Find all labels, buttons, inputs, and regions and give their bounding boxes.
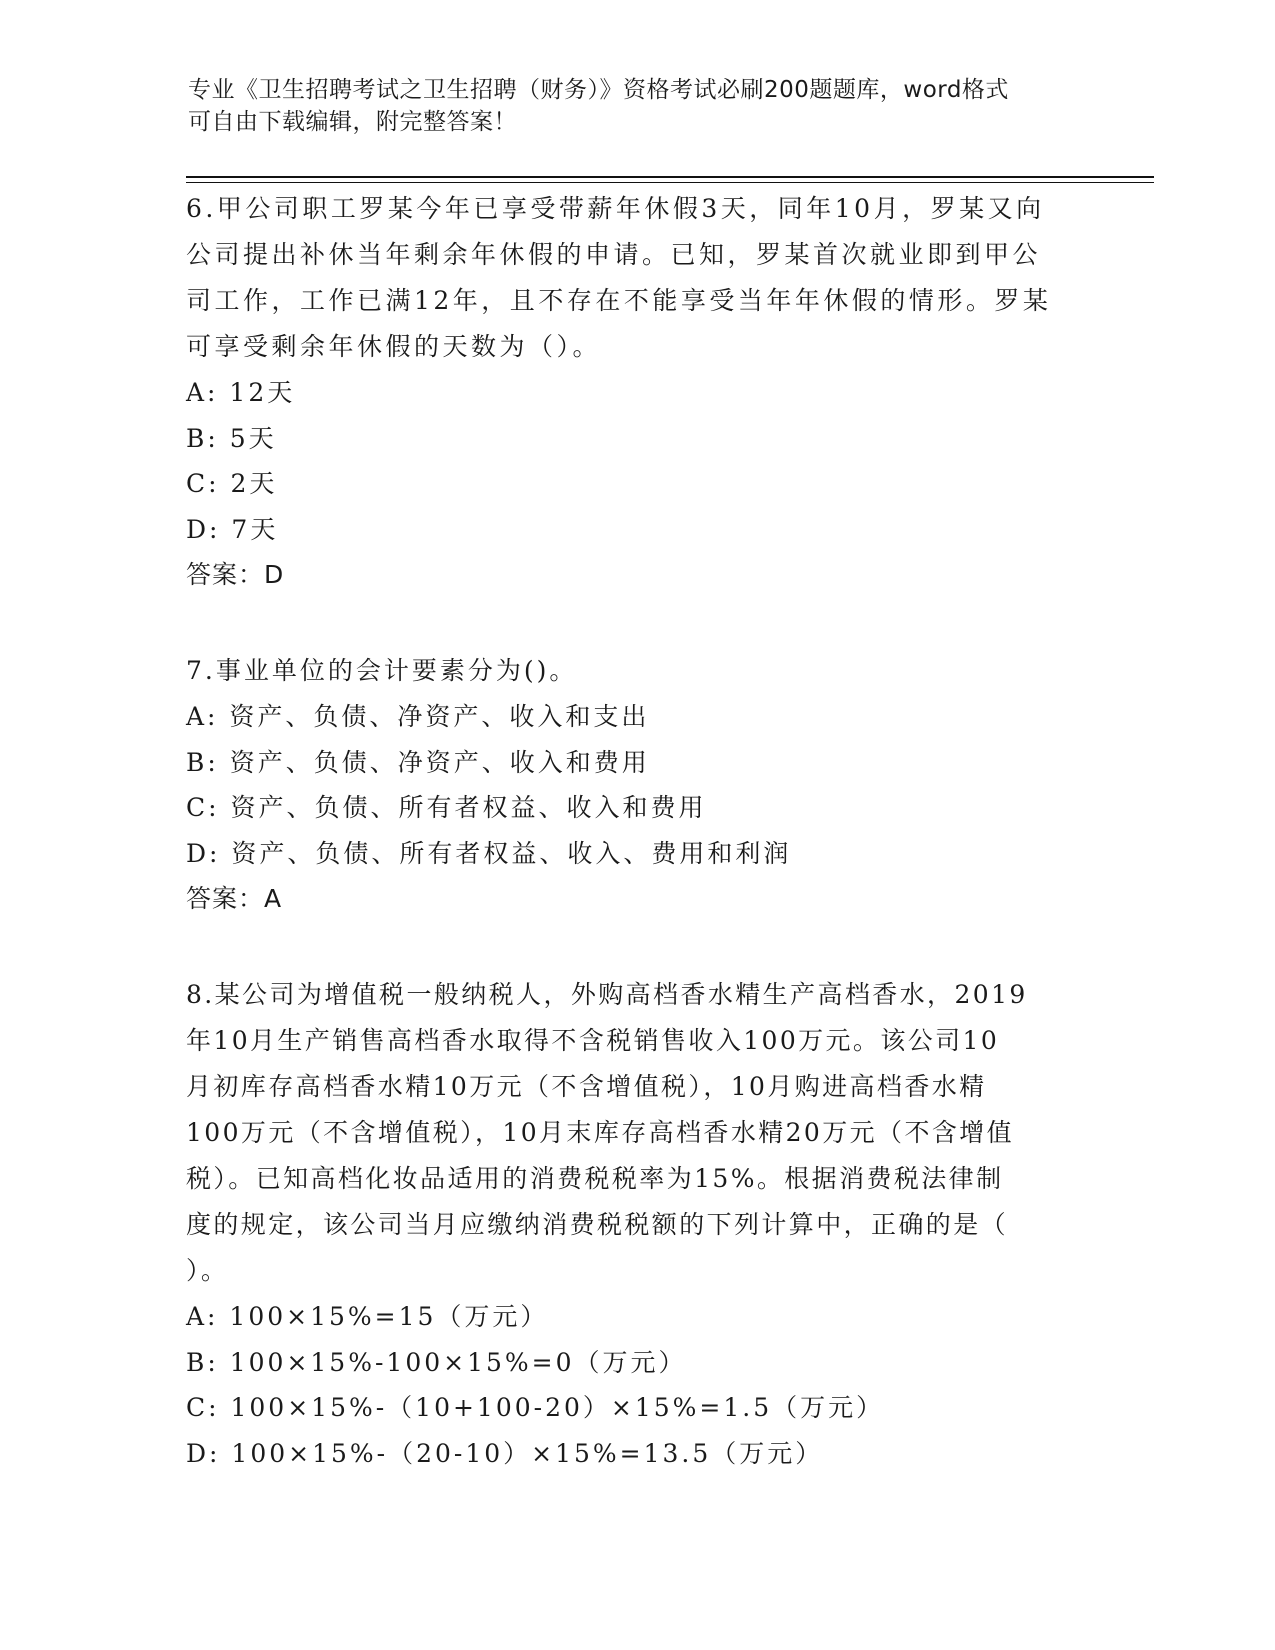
question-stem-line: 100万元（不含增值税），10月末库存高档香水精20万元（不含增值 xyxy=(186,1118,1015,1147)
option-b: B: 100×15%-100×15%=0（万元） xyxy=(186,1347,687,1377)
option-d: D: 资产、负债、所有者权益、收入、费用和利润 xyxy=(186,838,792,868)
header-divider-thin xyxy=(186,182,1154,183)
question-stem-line: 税）。已知高档化妆品适用的消费税税率为15%。根据消费税法律制 xyxy=(186,1164,1004,1193)
question-stem-line: 度的规定，该公司当月应缴纳消费税税额的下列计算中，正确的是（ xyxy=(186,1210,1009,1239)
question-list xyxy=(186,186,1086,1476)
option-c: C: 资产、负债、所有者权益、收入和费用 xyxy=(186,793,707,822)
question-8 xyxy=(186,972,1086,1476)
option-b: B: 资产、负债、净资产、收入和费用 xyxy=(186,747,650,777)
question-stem xyxy=(186,648,1086,694)
question-6 xyxy=(186,186,1086,598)
answer-line: 答案：D xyxy=(186,560,285,589)
question-stem xyxy=(186,972,1086,1294)
header-line-1: 专业《卫生招聘考试之卫生招聘（财务）》资格考试必刷200题题库，word格式 xyxy=(188,77,1009,103)
question-stem-line: 8.某公司为增值税一般纳税人，外购高档香水精生产高档香水，2019 xyxy=(186,980,1028,1009)
header-divider-thick xyxy=(186,176,1154,178)
question-stem-line: 年10月生产销售高档香水取得不含税销售收入100万元。该公司10 xyxy=(186,1026,1000,1055)
option-c: C: 2天 xyxy=(186,469,278,498)
question-stem-line: 可享受剩余年休假的天数为（）。 xyxy=(186,332,602,361)
option-b: B: 5天 xyxy=(186,423,277,453)
option-d: D: 100×15%-（20-10）×15%=13.5（万元） xyxy=(186,1438,824,1468)
question-7 xyxy=(186,648,1086,922)
option-d: D: 7天 xyxy=(186,514,279,544)
option-a: A: 12天 xyxy=(186,378,296,407)
question-stem-line: 7.事业单位的会计要素分为()。 xyxy=(186,656,578,685)
question-stem-line: 6.甲公司职工罗某今年已享受带薪年休假3天，同年10月，罗某又向 xyxy=(186,194,1045,223)
question-stem-line: 司工作，工作已满12年，且不存在不能享受当年年休假的情形。罗某 xyxy=(186,286,1052,315)
option-c: C: 100×15%-（10+100-20）×15%=1.5（万元） xyxy=(186,1393,885,1422)
question-stem-line: ）。 xyxy=(186,1256,229,1285)
header-line-2: 可自由下载编辑，附完整答案！ xyxy=(188,109,517,135)
question-stem-line: 月初库存高档香水精10万元（不含增值税），10月购进高档香水精 xyxy=(186,1072,987,1101)
question-stem-line: 公司提出补休当年剩余年休假的申请。已知，罗某首次就业即到甲公 xyxy=(186,240,1042,269)
document-header xyxy=(188,74,1068,138)
option-a: A: 资产、负债、净资产、收入和支出 xyxy=(186,702,650,731)
question-stem xyxy=(186,186,1086,370)
option-a: A: 100×15%=15（万元） xyxy=(186,1302,549,1331)
answer-line: 答案：A xyxy=(186,884,283,913)
